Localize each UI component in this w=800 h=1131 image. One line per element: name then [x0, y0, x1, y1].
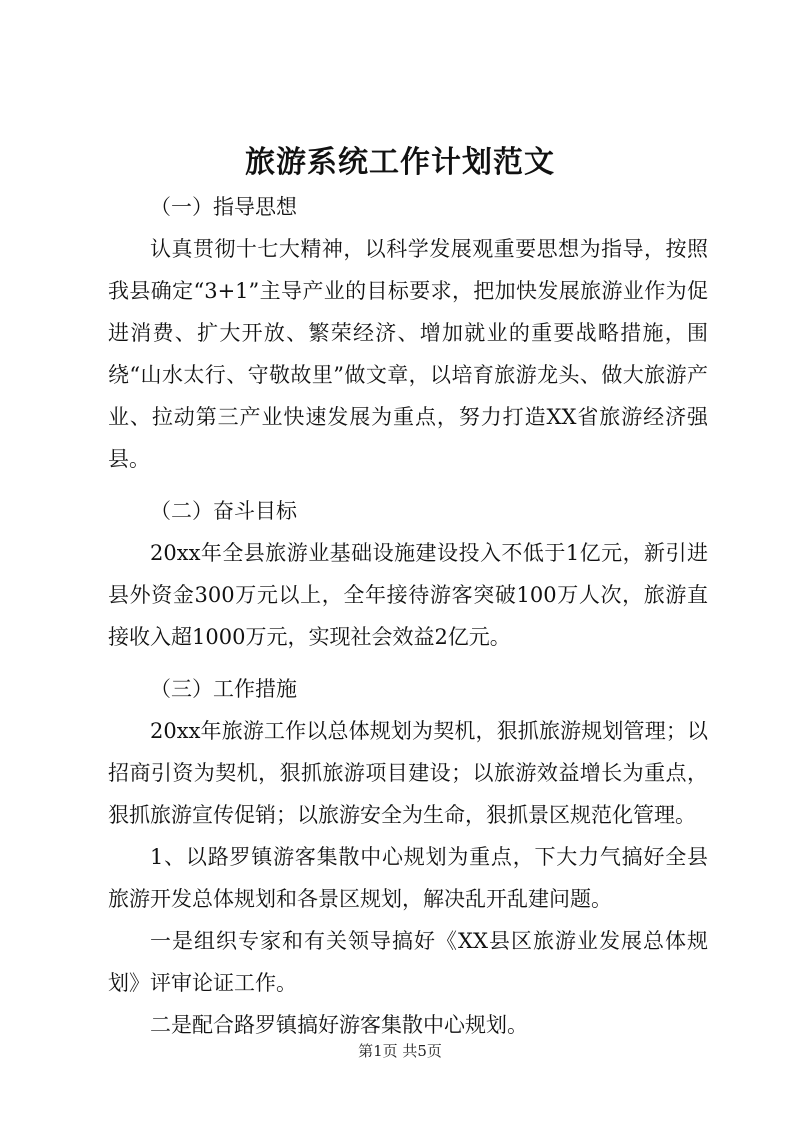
paragraph-measure-1-item-2: 二是配合路罗镇搞好游客集散中心规划。 [150, 1013, 528, 1037]
paragraph-measure-1-item-1: 一是组织专家和有关领导搞好《XX县区旅游业发展总体规划》评审论证工作。 [108, 929, 708, 995]
paragraph-guiding-ideology: 认真贯彻十七大精神，以科学发展观重要思想为指导，按照我县确定“3+1”主导产业的目标要求，把加快发展旅游业作为促进消费、扩大开放、繁荣经济、增加就业的重要战略措施，围绕“山水太行、守敬故里”做文章，以培育旅游龙头、做大旅游产业、拉动第三产业快速发展为重点，努力打造XX省旅游经济强县。 [108, 237, 708, 471]
section-heading-goals: （二）奋斗目标 [150, 499, 297, 523]
document-body [108, 186, 708, 1046]
paragraph-goals: 20xx年全县旅游业基础设施建设投入不低于1亿元，新引进县外资金300万元以上，全年接待游客突破100万人次，旅游直接收入超1000万元，实现社会效益2亿元。 [108, 541, 708, 649]
document-title: 旅游系统工作计划范文 [245, 145, 555, 180]
page-number: 第1页 共5页 [358, 1042, 442, 1060]
section-heading-guiding-ideology: （一）指导思想 [150, 195, 297, 219]
section-heading-measures: （三）工作措施 [150, 677, 297, 701]
paragraph-measures-overview: 20xx年旅游工作以总体规划为契机，狠抓旅游规划管理；以招商引资为契机，狠抓旅游项目建设；以旅游效益增长为重点，狠抓旅游宣传促销；以旅游安全为生命，狠抓景区规范化管理。 [108, 719, 708, 827]
paragraph-measure-1: 1、以路罗镇游客集散中心规划为重点，下大力气搞好全县旅游开发总体规划和各景区规划，解决乱开乱建问题。 [108, 845, 708, 911]
